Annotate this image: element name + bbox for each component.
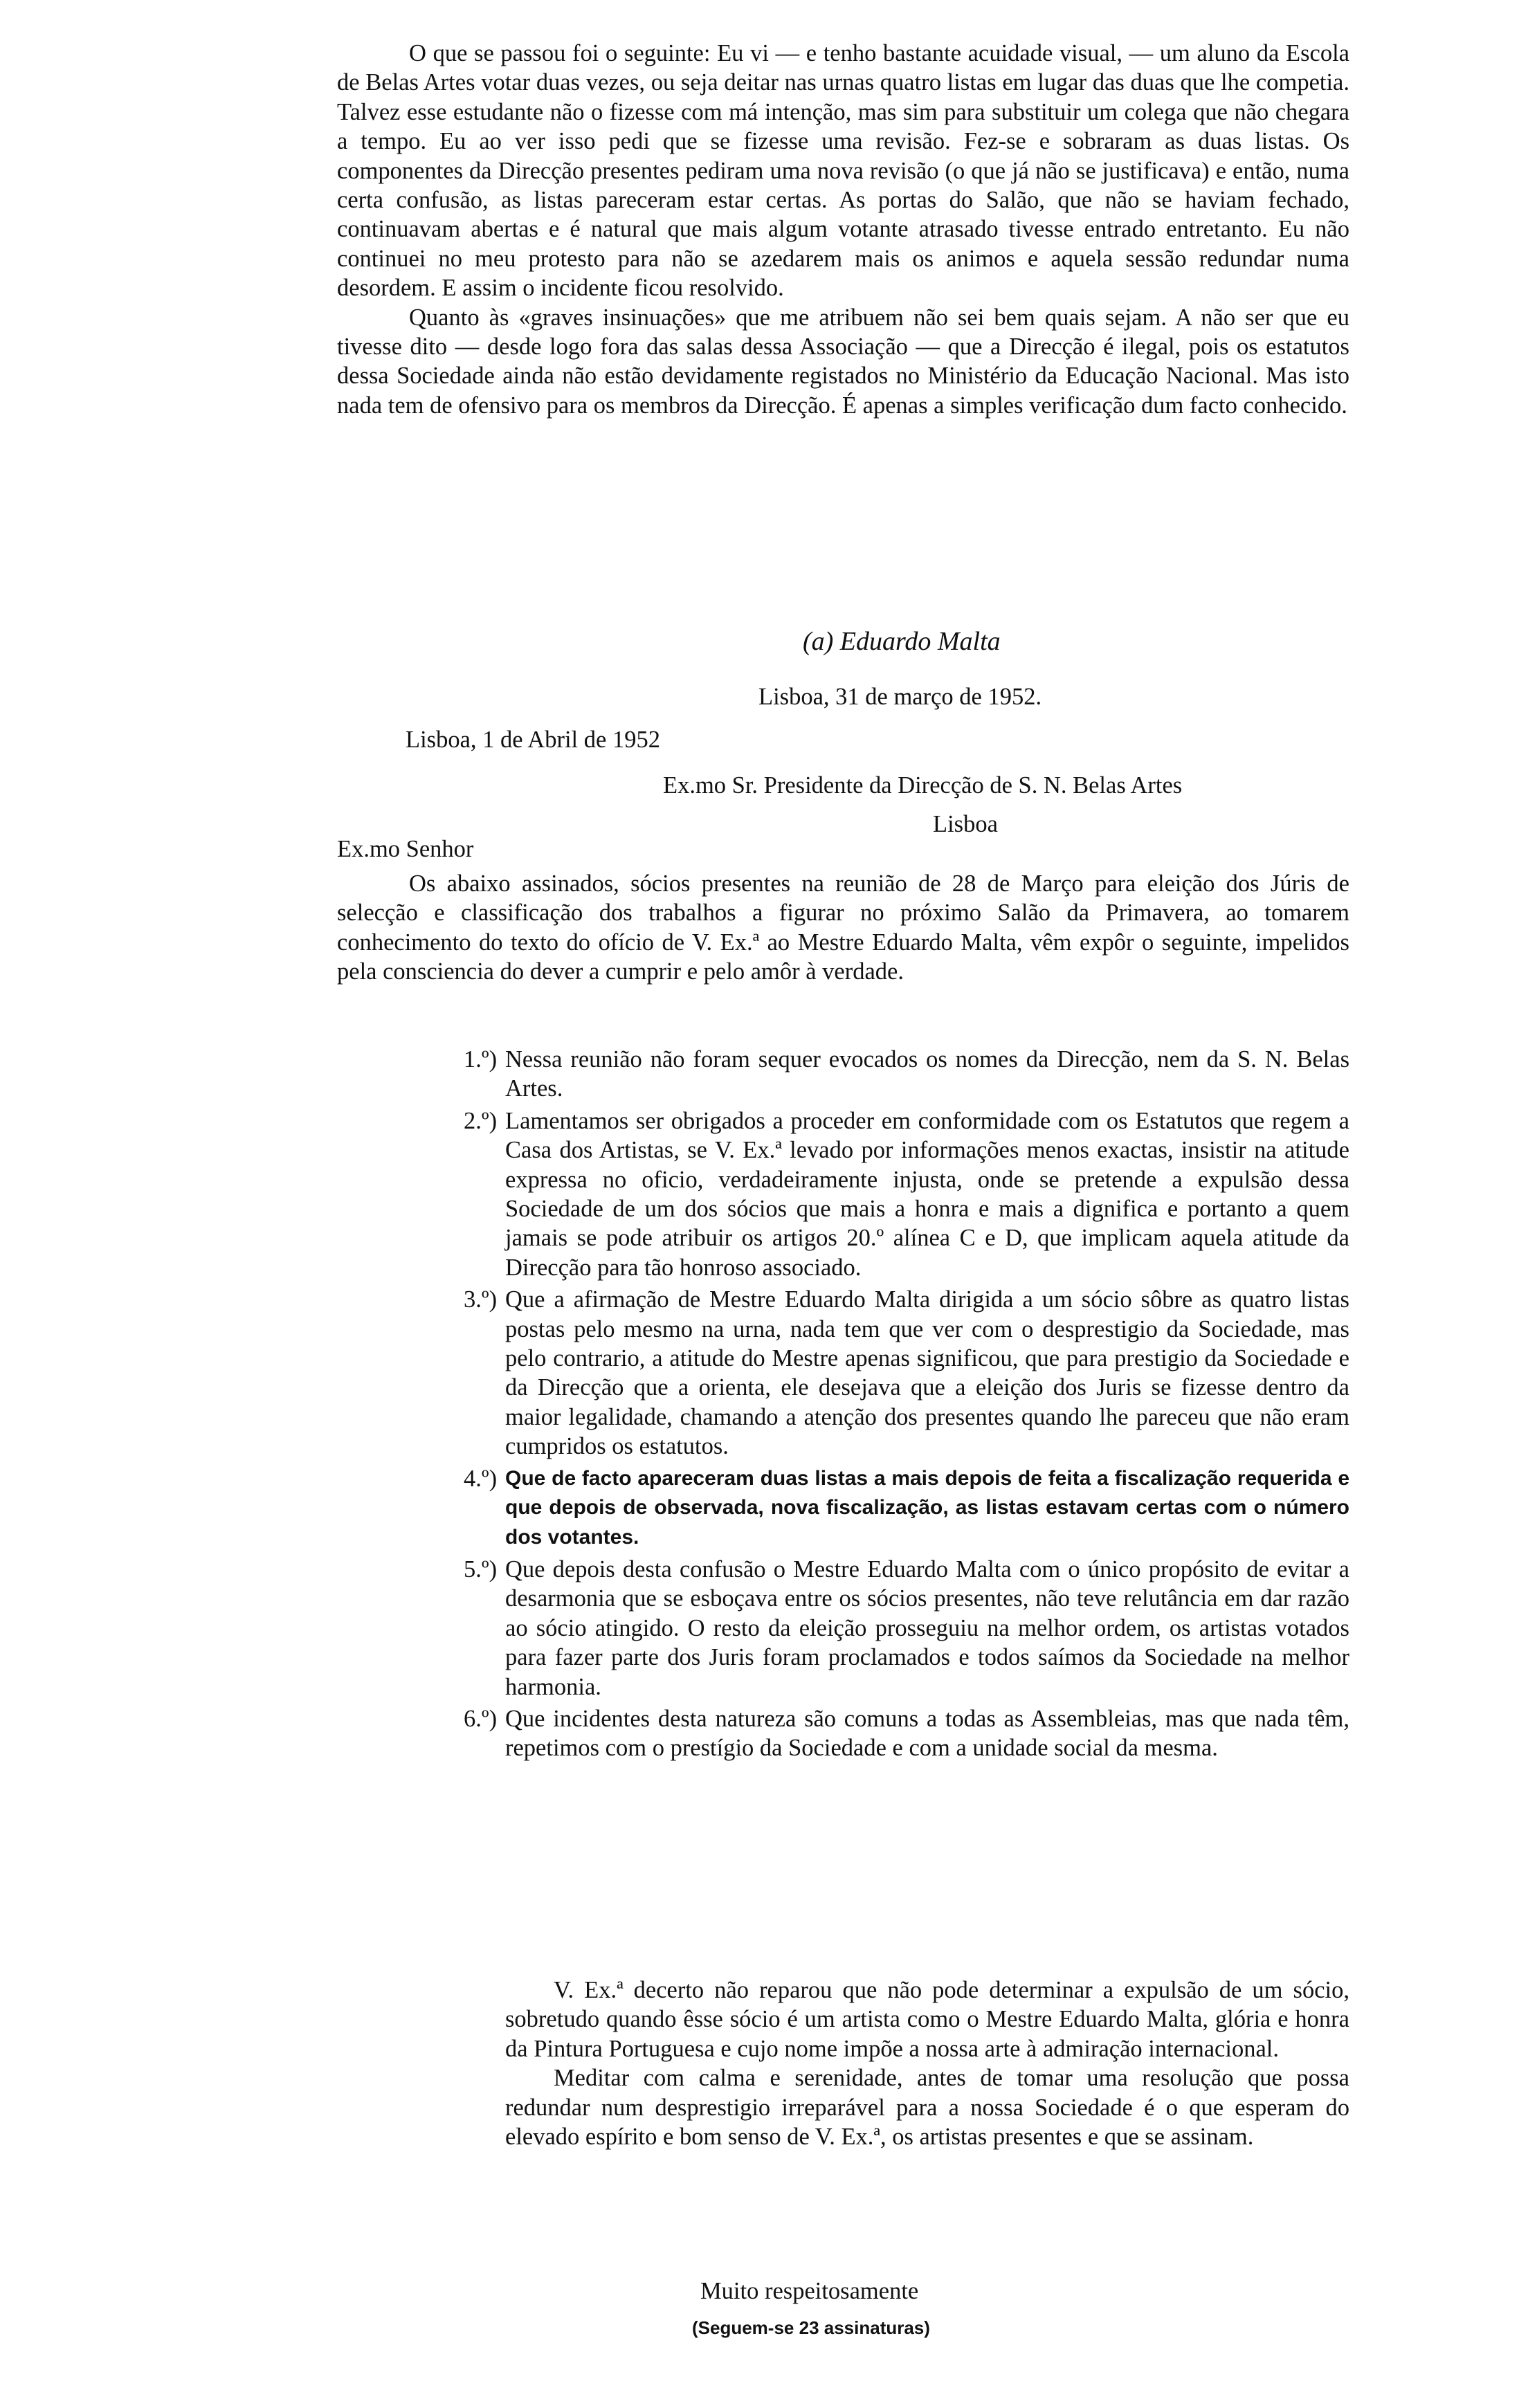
signatures-note: (Seguem-se 23 assinaturas) bbox=[692, 2317, 930, 2338]
item-text: Que incidentes desta natureza são comuns a todas as Assembleias, mas que nada têm, repetimos com o prestígio da Sociedade e com a unidade social da mesma. bbox=[505, 1705, 1349, 1762]
conclusion-paragraph: V. Ex.ª decerto não reparou que não pode determinar a expulsão de um sócio, sobretudo quando êsse sócio é um artista como o Mestre Eduardo Malta, glória e honra da Pintura Portuguesa e cujo nome impõe a nossa arte à admiração internacional. bbox=[505, 1977, 1349, 2062]
letter1-date: Lisboa, 31 de março de 1952. bbox=[758, 684, 1042, 710]
letter1-paragraph: O que se passou foi o seguinte: Eu vi — e tenho bastante acuidade visual, — um aluno da Escola de Belas Artes votar duas vezes, ou seja deitar nas urnas quatro listas em lugar das duas que lhe competia. Talvez esse estudante não o fizesse com má intenção, mas sim para substituir um colega que não chegara a tempo. Eu ao ver isso pedi que se fizesse uma revisão. Fez-se e sobraram as duas listas. Os componentes da Direcção presentes pediram uma nova revisão (o que já não se justificava) e então, numa certa confusão, as listas pareceram estar certas. As portas do Salão, que não se haviam fechado, continuavam abertas e é natural que mais algum votante atrasado tivesse entrado entretanto. Eu não continuei no meu protesto para não se azedarem mais os animos e aquela sessão redundar numa desordem. E assim o incidente ficou resolvido. bbox=[337, 40, 1349, 302]
letter2-conclusion bbox=[505, 1976, 1349, 2151]
list-item bbox=[464, 1704, 1349, 1763]
letter2-date: Lisboa, 1 de Abril de 1952 bbox=[406, 727, 660, 753]
item-text: Nessa reunião não foram sequer evocados os nomes da Direcção, nem da S. N. Belas Artes. bbox=[505, 1046, 1349, 1102]
item-number: 6.º) bbox=[464, 1705, 498, 1732]
item-number: 2.º) bbox=[464, 1107, 498, 1134]
item-text: Que a afirmação de Mestre Eduardo Malta dirigida a um sócio sôbre as quatro listas postas pelo mesmo na urna, nada tem que ver com o desprestigio da Sociedade, mas pelo contrario, a atitude do Mestre apenas significou, que para prestigio da Sociedade e da Direcção que a orienta, ele desejava que a eleição dos Juris se fizesse dentro da maior legalidade, chamando a atenção dos presentes quando lhe pareceu que não eram cumpridos os estatutos. bbox=[505, 1286, 1349, 1460]
item-number: 5.º) bbox=[464, 1556, 498, 1582]
item-number: 4.º) bbox=[464, 1465, 498, 1492]
item-text: Lamentamos ser obrigados a proceder em conformidade com os Estatutos que regem a Casa dos Artistas, se V. Ex.ª levado por informações menos exactas, insistir na atitude expressa no oficio, verdadeiramente injusta, onde se pretende a expulsão dessa Sociedade de um dos sócios que mais a honra e mais a dignifica e portanto a quem jamais se pode atribuir os artigos 20.º alínea C e D, que implicam aquela atitude da Direcção para tão honroso associado. bbox=[505, 1107, 1349, 1281]
letter1-paragraph: Quanto às «graves insinuações» que me atribuem não sei bem quais sejam. A não ser que eu tivesse dito — desde logo fora das salas dessa Associação — que a Direcção é ilegal, pois os estatutos dessa Sociedade ainda não estão devidamente registados no Ministério da Educação Nacional. Mas isto nada tem de ofensivo para os membros da Direcção. É apenas a simples verificação dum facto conhecido. bbox=[337, 304, 1349, 419]
conclusion-paragraph: Meditar com calma e serenidade, antes de tomar uma resolução que possa redundar num desprestigio irreparável para a nossa Sociedade é o que esperam do elevado espírito e bom senso de V. Ex.ª, os artistas presentes e que se assinam. bbox=[505, 2065, 1349, 2151]
list-item bbox=[464, 1106, 1349, 1282]
recipient-city: Lisboa bbox=[933, 811, 998, 837]
numbered-list bbox=[464, 1045, 1349, 1766]
list-item bbox=[464, 1555, 1349, 1702]
letter1-signature: (a) Eduardo Malta bbox=[803, 627, 1001, 656]
list-item bbox=[464, 1285, 1349, 1461]
recipient-line: Ex.mo Sr. Presidente da Direcção de S. N. Belas Artes bbox=[663, 772, 1183, 799]
list-item bbox=[464, 1045, 1349, 1104]
closing: Muito respeitosamente bbox=[700, 2278, 919, 2304]
item-number: 3.º) bbox=[464, 1286, 498, 1313]
letter2-intro bbox=[337, 869, 1349, 987]
item-text: Que de facto apareceram duas listas a mais depois de feita a fiscalização requerida e que depois de observada, nova fiscalização, as listas estavam certas com o número dos votantes. bbox=[505, 1466, 1349, 1549]
letter1-body bbox=[337, 39, 1349, 420]
salutation: Ex.mo Senhor bbox=[337, 836, 474, 862]
item-text: Que depois desta confusão o Mestre Eduardo Malta com o único propósito de evitar a desarmonia que se esboçava entre os sócios presentes, não teve relutância em dar razão ao sócio atingido. O resto da eleição prosseguiu na melhor ordem, os artistas votados para fazer parte dos Juris foram proclamados e todos saímos da Sociedade na melhor harmonia. bbox=[505, 1556, 1349, 1700]
item-number: 1.º) bbox=[464, 1046, 498, 1073]
intro-paragraph: Os abaixo assinados, sócios presentes na reunião de 28 de Março para eleição dos Júris de selecção e classificação dos trabalhos a figurar no próximo Salão da Primavera, ao tomarem conhecimento do texto do ofício de V. Ex.ª ao Mestre Eduardo Malta, vêm expôr o seguinte, impelidos pela consciencia do dever a cumprir e pelo amôr à verdade. bbox=[337, 870, 1349, 985]
list-item-bold bbox=[464, 1464, 1349, 1552]
